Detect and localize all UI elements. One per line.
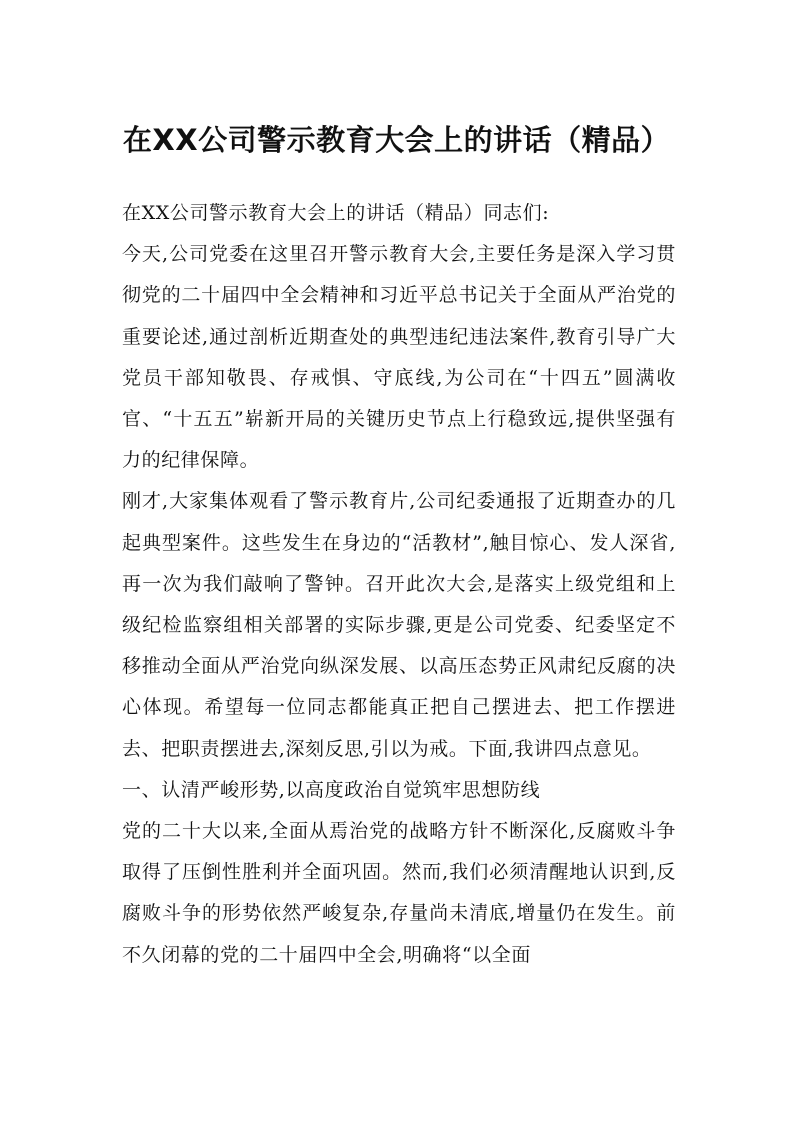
section-heading-1: 一、认清严峻形势,以高度政治自觉筑牢思想防线	[122, 778, 541, 801]
document-title: 在XX公司警示教育大会上的讲话（精品）	[122, 123, 671, 157]
paragraph-section-1: 党的二十大以来,全面从焉治党的战略方针不断深化,反腐败斗争取得了压倒性胜利并全面巩固。然而,我们必须清醒地认识到,反腐败斗争的形势依然严峻复杂,存量尚未清底,增量仍在发生。前不久闭幕的党的二十届四中全会,明确将“以全面	[122, 820, 676, 966]
paragraph-context: 刚才,大家集体观看了警示教育片,公司纪委通报了近期查办的几起典型案件。这些发生在身边的“活教材”,触目惊心、发人深省,再一次为我们敲响了警钟。召开此次大会,是落实上级党组和上级纪检监察组相关部署的实际步骤,更是公司党委、纪委坚定不移推动全面从严治党向纵深发展、以高压态势正风肃纪反腐的决心体现。希望每一位同志都能真正把自己摆进去、把工作摆进去、把职责摆进去,深刻反思,引以为戒。下面,我讲四点意见。	[122, 490, 676, 760]
document-body	[122, 193, 676, 976]
paragraph-salutation: 在XX公司警示教育大会上的讲话（精品）同志们:	[122, 202, 550, 224]
paragraph-opening: 今天,公司党委在这里召开警示教育大会,主要任务是深入学习贯彻党的二十届四中全会精神和习近平总书记关于全面从严治党的重要论述,通过剖析近期查处的典型违纪违法案件,教育引导广大党员干部知敬畏、存戒惧、守底线,为公司在“十四五”圆满收官、“十五五”崭新开局的关键历史节点上行稳致远,提供坚强有力的纪律保障。	[122, 243, 676, 472]
